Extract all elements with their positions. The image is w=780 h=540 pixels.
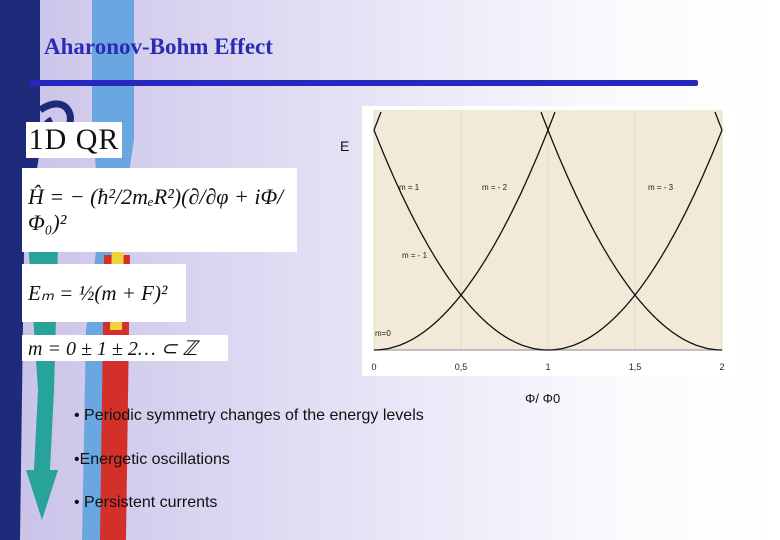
energy-equation: Eₘ = ½(m + F)²: [22, 264, 186, 322]
energy-level-plot: [362, 106, 740, 376]
bullet-energetic-oscillations: •Energetic oscillations: [74, 451, 230, 468]
plot-panel: [362, 106, 740, 376]
curve-label: m = - 1: [402, 251, 428, 260]
x-tick-label: 0: [371, 362, 377, 372]
x-tick-label: 0,5: [454, 362, 468, 372]
y-axis-label: E: [340, 138, 350, 154]
x-tick-label: 1: [545, 362, 551, 372]
x-tick-label: 1,5: [628, 362, 642, 372]
curve-label: m = - 2: [482, 183, 508, 192]
bullet-persistent-currents: • Persistent currents: [74, 494, 218, 511]
title-underline: [30, 80, 698, 86]
x-tick-label: 2: [719, 362, 725, 372]
hamiltonian-equation: Ĥ = − (ħ²/2mₑR²)(∂/∂φ + iΦ/Φ₀)²: [22, 168, 297, 252]
quantum-number-equation: m = 0 ± 1 ± 2… ⊂ ℤ: [22, 335, 228, 361]
curve-label: m = - 3: [648, 183, 674, 192]
bullet-periodic-symmetry: • Periodic symmetry changes of the energy levels: [74, 407, 424, 424]
curve-label: m=0: [375, 329, 391, 338]
slide-title: Aharonov-Bohm Effect: [44, 34, 273, 59]
qr-label: 1D QR: [26, 122, 122, 158]
x-axis-label: Φ/ Φ0: [525, 391, 561, 406]
curve-label: m = 1: [399, 183, 420, 192]
